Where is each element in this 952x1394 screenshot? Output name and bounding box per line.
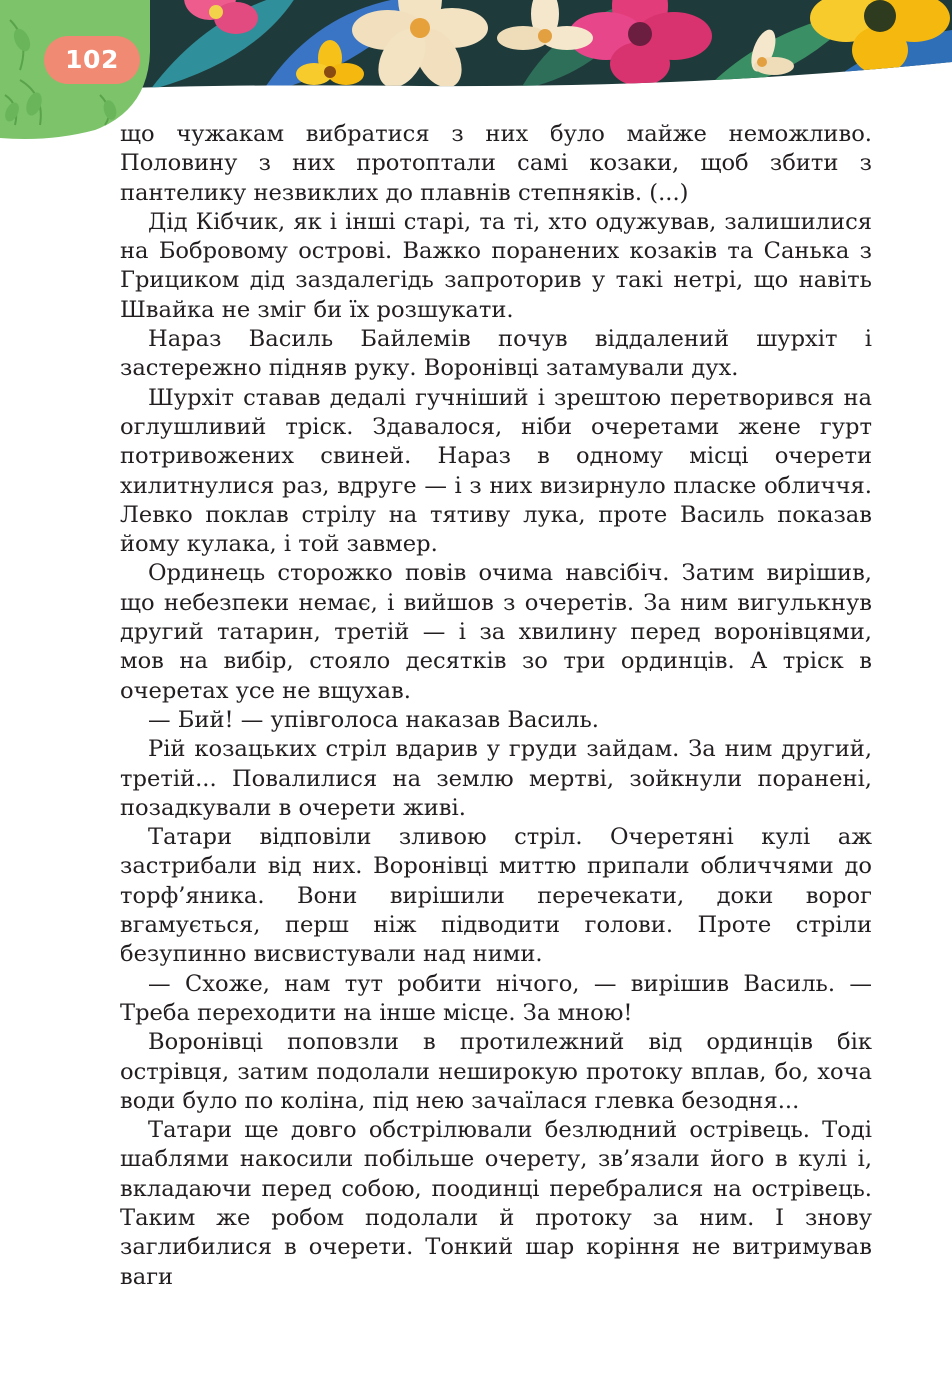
paragraph: Дід Кібчик, як і інші старі, та ті, хто одужував, залишилися на Бобровому острові. Важко поранених козаків та Санька з Грициком дід заздалегідь запроторив у такі нетрі, що навіть Швайка не зміг би їх розшукати. xyxy=(120,208,872,323)
page-number-badge: 102 xyxy=(44,36,140,84)
paragraph: Татари відповіли зливою стріл. Очеретяні кулі аж застрибали від них. Воронівці миттю припали обличчями до торф’яника. Вони вирішили перечекати, доки ворог вгамується, перш ніж підводити голови. Проте стріли безупинно висвистували над ними. xyxy=(120,824,872,968)
paragraph: що чужакам вибратися з них було майже неможливо. Половину з них протоптали самі козаки, щоб збити з пантелику незвиклих до плавнів степняків. (...) xyxy=(120,121,872,206)
paragraph: Шурхіт ставав дедалі гучніший і зрештою перетворився на оглушливий тріск. Здавалося, ніби очеретами жене гурт потривожених свиней. Нараз в одному місці очерети хилитнулися раз, вдруге — і з них визирнуло пласке обличчя. Левко поклав стрілу на тятиву лука, проте Василь показав йому кулака, і той завмер. xyxy=(120,384,872,558)
paragraph: — Бий! — упівголоса наказав Василь. xyxy=(148,706,599,733)
paragraph: — Схоже, нам тут робити нічого, — вирішив Василь. — Треба переходити на інше місце. За мною! xyxy=(120,970,872,1026)
paragraph: Ординець сторожко повів очима навсібіч. Затим вирішив, що небезпеки немає, і вийшов з очеретів. За ним вигулькнув другий татарин, третій — і за хвилину перед воронівцями, мов на вибір, стояло десятків зо три ординців. А тріск в очеретах усе не вщухав. xyxy=(120,560,872,704)
paragraph: Татари ще довго обстрілювали безлюдний острівець. Тоді шаблями накосили побільше очерету, зв’язали його в кулі і, вкладаючи перед собою, поодинці перебралися на острівець. Таким же робом подолали й протоку за ним. І знову заглибилися в очерети. Тонкий шар коріння не витримував ваги xyxy=(120,1117,872,1290)
paragraph: Воронівці поповзли в протилежний від ординців бік острівця, затим подолали неширокую протоку вплав, бо, хоча води було по коліна, під нею зачаїлася глевка безодня... xyxy=(120,1029,872,1114)
paragraph: Рій козацьких стріл вдарив у груди зайдам. За ним другий, третій... Повалилися на землю мертві, зойкнули поранені, позадкували в очерети живі. xyxy=(120,736,872,821)
floral-header-banner xyxy=(0,0,952,140)
paragraph: Нараз Василь Байлемів почув віддалений шурхіт і застережно підняв руку. Воронівці затамували дух. xyxy=(120,326,872,382)
body-text xyxy=(120,120,872,1292)
